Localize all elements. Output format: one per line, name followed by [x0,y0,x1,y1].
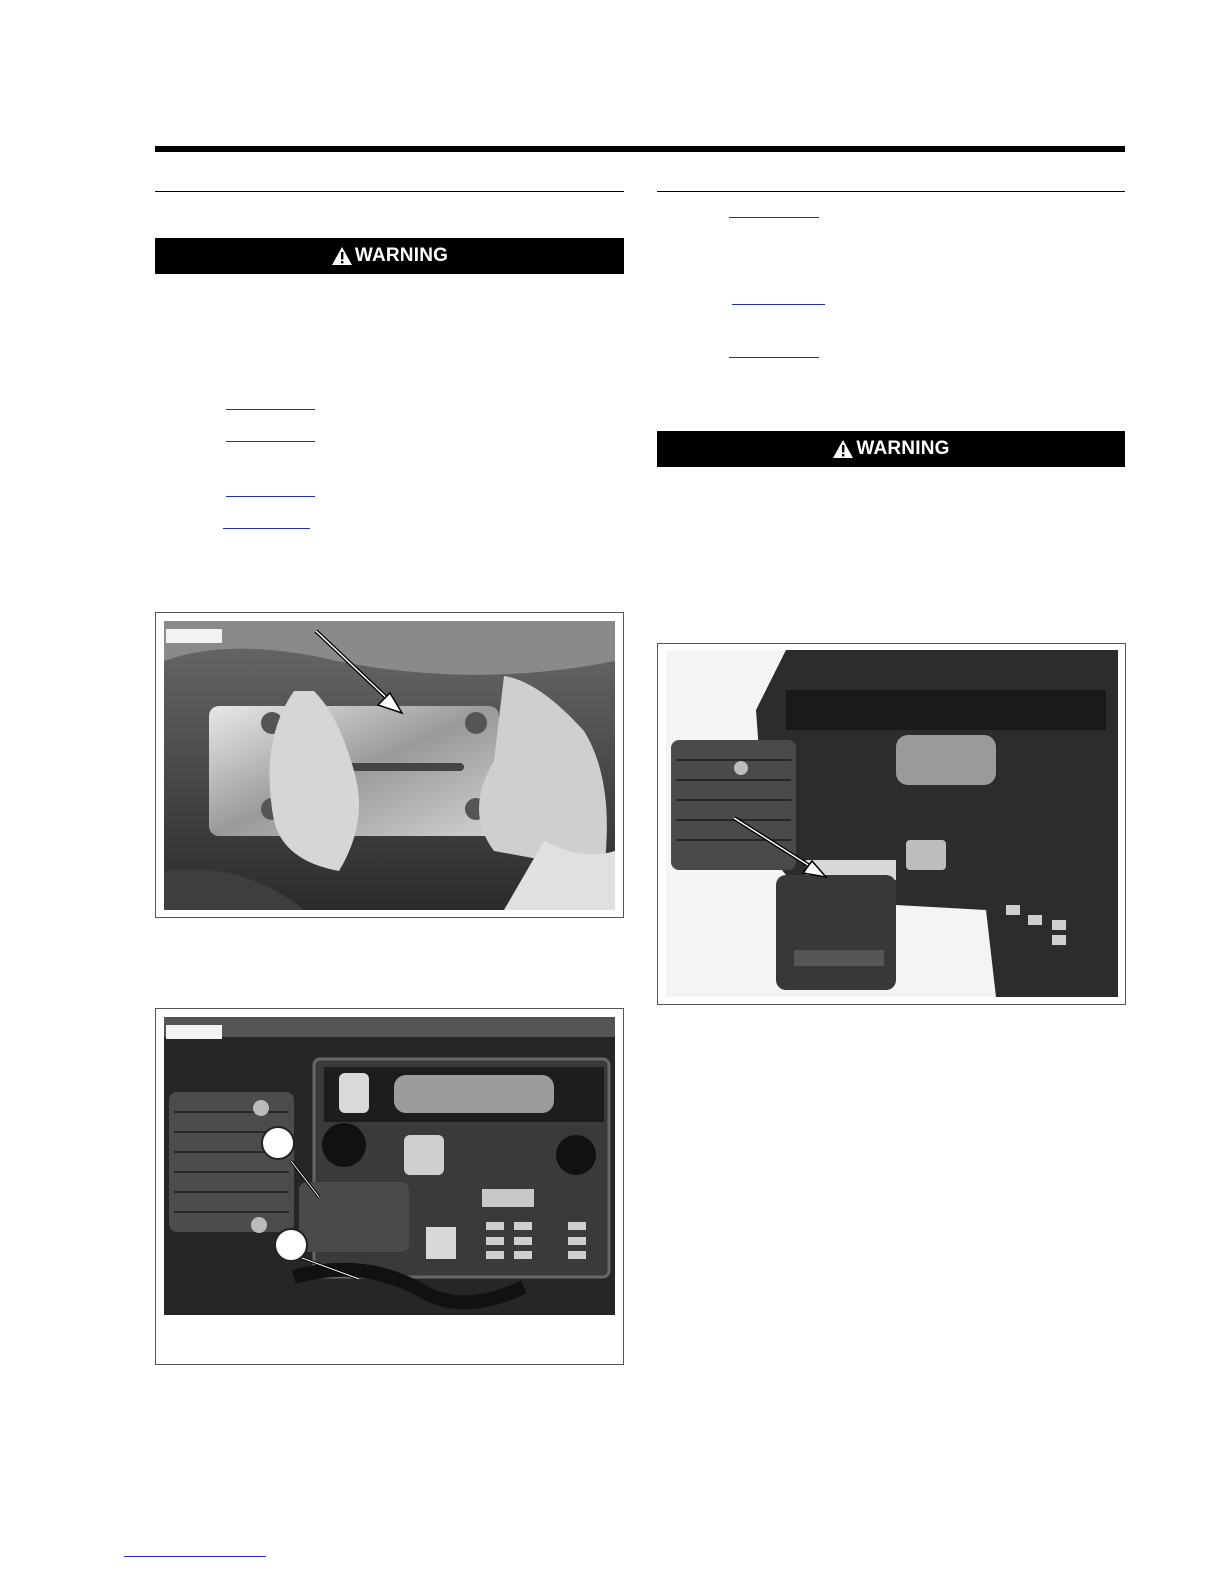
connector-photo [666,650,1118,997]
cross-reference-link[interactable] [729,357,819,358]
warning-label: WARNING [354,245,449,266]
right-column-rule [657,191,1125,192]
callout-circle-2 [274,1228,308,1262]
chrome-cover-photo [164,621,615,910]
warning-triangle-icon [832,439,854,459]
cross-reference-link[interactable] [226,409,315,410]
warning-banner-right [657,431,1125,467]
callout-circle-1 [261,1126,295,1160]
footer-link[interactable] [124,1556,266,1557]
warning-banner-left [155,238,624,274]
figure-frame-1 [155,612,624,918]
electrical-caddy-photo [164,1017,615,1315]
cross-reference-link[interactable] [729,217,819,218]
warning-triangle-icon [331,246,353,266]
cross-reference-link[interactable] [226,441,315,442]
warning-label: WARNING [856,438,950,459]
left-column-rule [155,191,624,192]
cross-reference-link[interactable] [223,528,310,529]
figure-frame-3 [657,643,1126,1005]
figure-frame-2 [155,1008,624,1365]
cross-reference-link[interactable] [732,304,825,305]
cross-reference-link[interactable] [226,496,315,497]
header-rule [155,146,1125,152]
